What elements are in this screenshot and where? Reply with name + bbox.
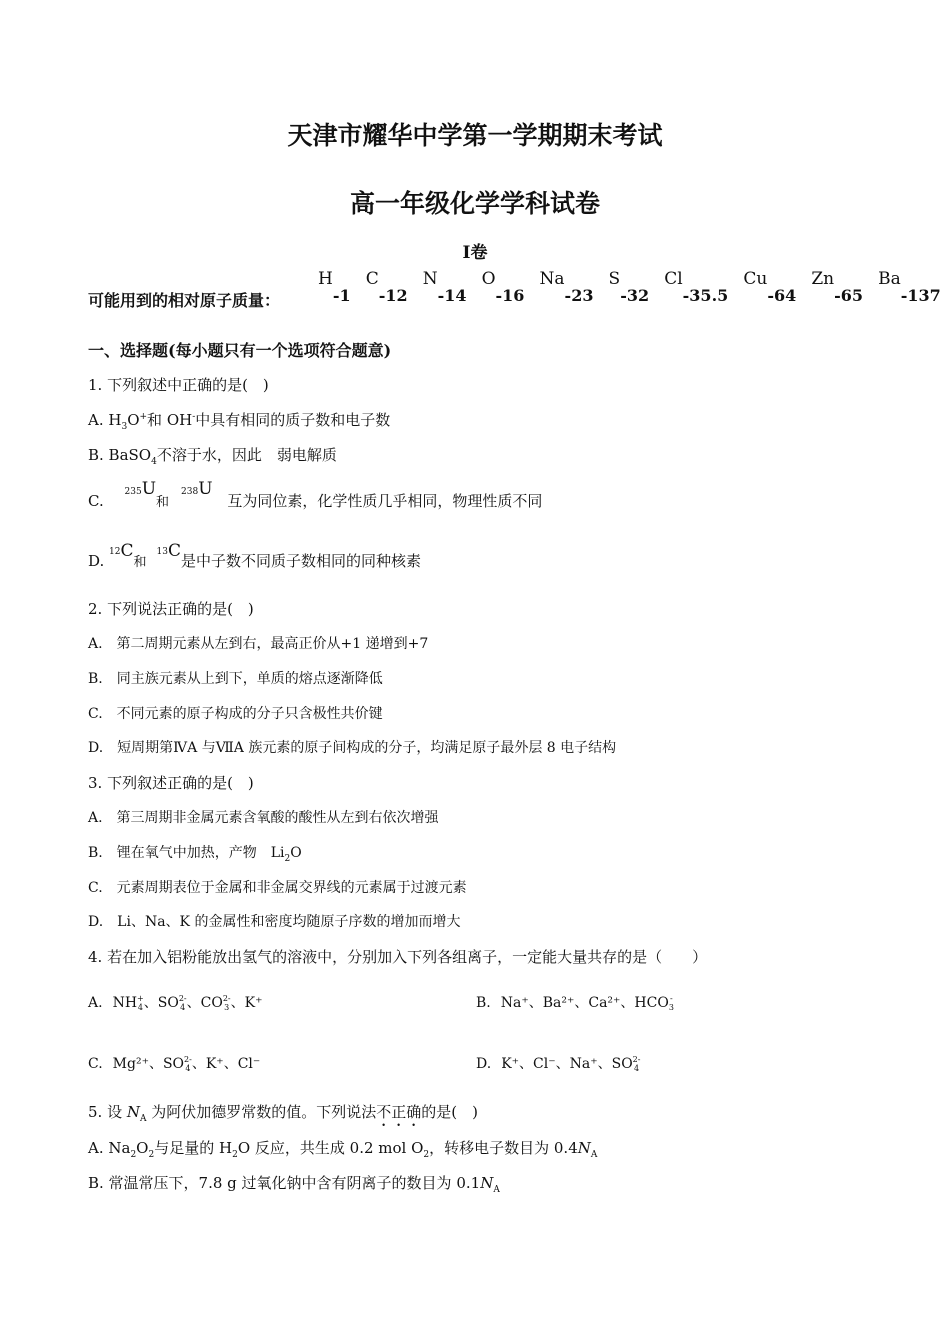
- question-1-stem: 1. 下列叙述中正确的是( ): [88, 376, 269, 394]
- atomic-mass-item: Zn-65: [811, 269, 863, 305]
- question-5-option-b: B. 常温常压下，7.8 g 过氧化钠中含有阴离子的数目为 $0.1N_A$: [88, 1174, 500, 1195]
- question-4-stem: 4. 若在加入铝粉能放出氢气的溶液中，分别加入下列各组离子，一定能大量共存的是（ ）: [88, 948, 708, 966]
- atomic-mass-item: H-1: [318, 269, 351, 305]
- question-2-option-b: B. 同主族元素从上到下，单质的熔点逐渐降低: [88, 671, 383, 687]
- question-3-option-a: A. 第三周期非金属元素含氧酸的酸性从左到右依次增强: [88, 810, 439, 826]
- atomic-mass-item: Cu-64: [743, 269, 797, 305]
- section-heading: 一、选择题(每小题只有一个选项符合题意): [88, 341, 392, 360]
- atomic-mass-item: S-32: [608, 269, 650, 305]
- question-3-option-b: B. 锂在氧气中加热，产物 $Li_2O$: [88, 845, 302, 864]
- emphasized-not-correct: 不正确: [376, 1103, 422, 1121]
- question-5-option-a: A. $Na_2O_2$与足量的 $H_2O$ 反应，共生成 0.2 mol $O_2$，转移电子数目为 $0.4N_A$: [88, 1139, 598, 1160]
- question-1-option-c: C. $^{235}$U和$^{238}$U 互为同位素，化学性质几乎相同，物理性质不同: [88, 479, 543, 510]
- question-2-option-c: C. 不同元素的原子构成的分子只含极性共价键: [88, 706, 383, 722]
- paper-subtitle: 高一年级化学学科试卷: [349, 189, 600, 218]
- atomic-mass-label: 可能用到的相对原子质量：: [88, 291, 281, 310]
- atomic-mass-item: Ba-137: [878, 269, 941, 305]
- section-label: I卷: [462, 243, 488, 263]
- question-3-option-d: D. Li、Na、K 的金属性和密度均随原子序数的增加而增大: [88, 914, 461, 930]
- question-3-option-c: C. 元素周期表位于金属和非金属交界线的元素属于过渡元素: [88, 880, 467, 896]
- question-1-option-b: B. BaSO$_4$不溶于水，因此 弱电解质: [88, 446, 337, 467]
- question-4-option-d: D. K⁺、Cl⁻、Na⁺、SO 2- 4: [476, 1055, 641, 1073]
- question-2-option-d: D. 短周期第ⅣA 与ⅦA 族元素的原子间构成的分子，均满足原子最外层 8 电子结构: [88, 740, 617, 756]
- question-5-stem: 5. 设 $N_A$ 为阿伏加德罗常数的值。下列说法不正确的是( ): [88, 1103, 478, 1124]
- question-4-option-c: C. Mg²⁺、SO 2- 4 、K⁺、Cl⁻: [88, 1055, 261, 1073]
- atomic-mass-item: C-12: [365, 269, 408, 305]
- atomic-mass-item: O-16: [481, 269, 525, 305]
- question-2-stem: 2. 下列说法正确的是( ): [88, 600, 254, 618]
- atomic-mass-item: N-14: [422, 269, 467, 305]
- question-1-option-a: A. $H_3O^+$和 OH-中具有相同的质子数和电子数: [88, 411, 391, 432]
- question-4-option-b: B. Na⁺、Ba²⁺、Ca²⁺、HCO - 3: [476, 994, 674, 1012]
- question-1-option-d: D. $^{12}$C和$^{13}$C是中子数不同质子数相同的同种核素: [88, 541, 422, 570]
- question-2-option-a: A. 第二周期元素从左到右，最高正价从+1 递增到+7: [88, 636, 429, 652]
- question-4-option-a: A. NH + 4 、SO 2- 4 、CO 2- 3 、K⁺: [88, 994, 263, 1012]
- atomic-mass-item: Na-23: [539, 269, 594, 305]
- exam-title: 天津市耀华中学第一学期期末考试: [287, 121, 663, 150]
- question-3-stem: 3. 下列叙述正确的是( ): [88, 774, 254, 792]
- atomic-mass-list: [318, 269, 941, 305]
- atomic-mass-item: Cl-35.5: [664, 269, 729, 305]
